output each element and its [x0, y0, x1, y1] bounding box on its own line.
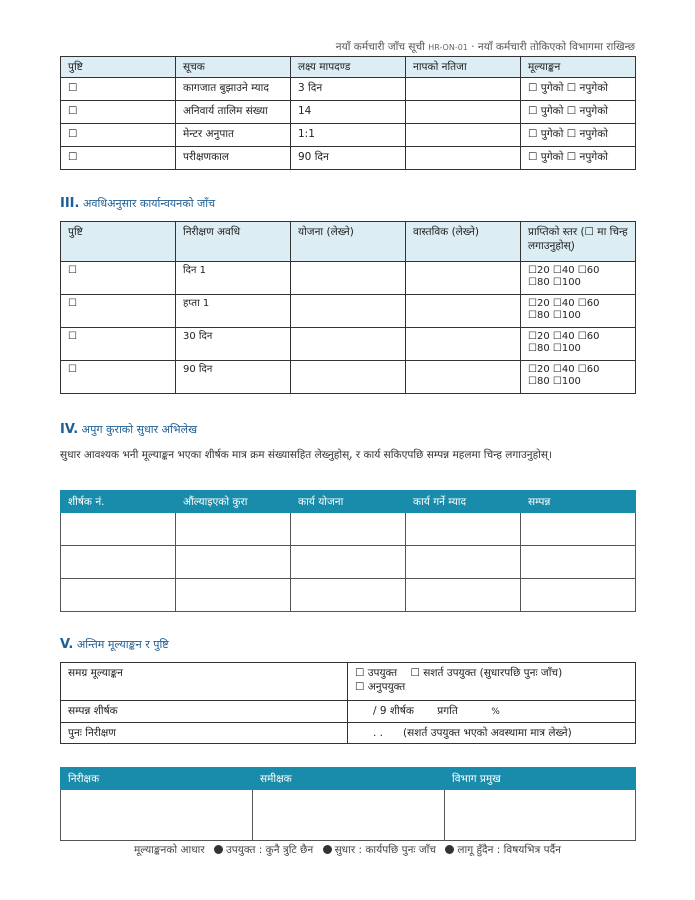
indicator-table — [60, 56, 636, 170]
section-number: V. — [60, 637, 74, 652]
actual-input[interactable] — [406, 361, 521, 394]
indicator-cell: परीक्षणकाल — [176, 147, 291, 170]
blank-cell[interactable] — [61, 513, 176, 546]
progress-label: प्रगति — [437, 705, 458, 717]
header-code: HR-ON-01 — [428, 43, 468, 52]
blank-cell[interactable] — [406, 546, 521, 579]
reinspection-date[interactable]: . . — [373, 727, 384, 739]
progress-unit: % — [491, 707, 500, 717]
reinspection-label: पुनः निरीक्षण — [61, 723, 348, 744]
completed-items-field[interactable] — [348, 701, 636, 723]
table-row — [61, 361, 636, 394]
confirm-checkbox[interactable]: ☐ — [61, 78, 176, 101]
table-row — [61, 790, 636, 841]
legend-item: सुधार : कार्यपछि पुनः जाँच — [334, 844, 437, 856]
result-cell[interactable] — [406, 101, 521, 124]
table-row — [61, 723, 636, 744]
result-cell[interactable] — [406, 78, 521, 101]
confirm-checkbox[interactable]: ☐ — [61, 328, 176, 361]
col-header: पुष्टि — [61, 222, 176, 262]
plan-input[interactable] — [291, 262, 406, 295]
inspector-signature-box[interactable] — [61, 790, 253, 841]
indicator-cell: अनिवार्य तालिम संख्या — [176, 101, 291, 124]
table-row — [61, 295, 636, 328]
blank-cell[interactable] — [521, 579, 636, 612]
section-5-heading — [60, 637, 169, 652]
col-header: मूल्याङ्कन — [521, 57, 636, 78]
achievement-line[interactable]: ☐80 ☐100 — [528, 310, 581, 321]
col-header: निरीक्षक — [61, 768, 253, 790]
achievement-options[interactable] — [521, 361, 636, 394]
evaluation-legend — [60, 843, 635, 857]
completed-count: / 9 शीर्षक — [373, 705, 414, 717]
blank-cell[interactable] — [521, 546, 636, 579]
table-row — [61, 663, 636, 701]
overall-evaluation-options — [348, 663, 636, 701]
achievement-line[interactable]: ☐80 ☐100 — [528, 343, 581, 354]
department-head-signature-box[interactable] — [445, 790, 636, 841]
plan-input[interactable] — [291, 361, 406, 394]
plan-input[interactable] — [291, 328, 406, 361]
table-row — [61, 262, 636, 295]
table-row — [61, 124, 636, 147]
achievement-line[interactable]: ☐20 ☐40 ☐60 — [528, 265, 600, 276]
col-header: प्राप्तिको स्तर (☐ मा चिन्ह लगाउनुहोस्) — [521, 222, 636, 262]
col-header: समीक्षक — [253, 768, 445, 790]
blank-cell[interactable] — [521, 513, 636, 546]
confirm-checkbox[interactable]: ☐ — [61, 262, 176, 295]
col-header: शीर्षक नं. — [61, 491, 176, 513]
period-cell: हप्ता 1 — [176, 295, 291, 328]
period-check-table — [60, 221, 636, 394]
blank-cell[interactable] — [406, 513, 521, 546]
section-4-heading — [60, 422, 197, 437]
section-number: III. — [60, 196, 80, 211]
achievement-line[interactable]: ☐20 ☐40 ☐60 — [528, 298, 600, 309]
target-cell: 1:1 — [291, 124, 406, 147]
result-cell[interactable] — [406, 124, 521, 147]
col-header: निरीक्षण अवधि — [176, 222, 291, 262]
achievement-options[interactable] — [521, 262, 636, 295]
evaluation-options[interactable]: ☐ पुगेको ☐ नपुगेको — [521, 147, 636, 170]
option-suitable[interactable]: ☐ उपयुक्त — [355, 667, 398, 679]
section-title: अन्तिम मूल्याङ्कन र पुष्टि — [76, 638, 169, 651]
confirm-checkbox[interactable]: ☐ — [61, 361, 176, 394]
confirm-checkbox[interactable]: ☐ — [61, 147, 176, 170]
blank-cell[interactable] — [176, 513, 291, 546]
table-row — [61, 101, 636, 124]
reviewer-signature-box[interactable] — [253, 790, 445, 841]
achievement-line[interactable]: ☐20 ☐40 ☐60 — [528, 364, 600, 375]
overall-evaluation-label: समग्र मूल्याङ्कन — [61, 663, 348, 701]
achievement-options[interactable] — [521, 295, 636, 328]
table-row — [61, 579, 636, 612]
col-header: कार्य गर्ने म्याद — [406, 491, 521, 513]
col-header: नापको नतिजा — [406, 57, 521, 78]
col-header: औंल्याइएको कुरा — [176, 491, 291, 513]
table-row — [61, 328, 636, 361]
reinspection-field[interactable] — [348, 723, 636, 744]
result-cell[interactable] — [406, 147, 521, 170]
blank-cell[interactable] — [291, 513, 406, 546]
col-header: वास्तविक (लेख्ने) — [406, 222, 521, 262]
target-cell: 90 दिन — [291, 147, 406, 170]
option-unsuitable[interactable]: ☐ अनुपयुक्त — [355, 681, 406, 693]
blank-cell[interactable] — [406, 579, 521, 612]
blank-cell[interactable] — [176, 546, 291, 579]
col-header: कार्य योजना — [291, 491, 406, 513]
correction-record-table — [60, 490, 636, 612]
achievement-options[interactable] — [521, 328, 636, 361]
period-cell: 30 दिन — [176, 328, 291, 361]
period-cell: दिन 1 — [176, 262, 291, 295]
signature-table — [60, 767, 636, 841]
plan-input[interactable] — [291, 295, 406, 328]
table-header-row — [61, 768, 636, 790]
blank-cell[interactable] — [61, 546, 176, 579]
blank-cell[interactable] — [61, 579, 176, 612]
document-header — [60, 40, 635, 54]
header-subtitle: · नयाँ कर्मचारी तोकिएको विभागमा राखिन्छ — [471, 41, 635, 53]
section-title: अपुग कुराको सुधार अभिलेख — [81, 423, 198, 436]
header-title: नयाँ कर्मचारी जाँच सूची — [335, 41, 425, 53]
achievement-line[interactable]: ☐20 ☐40 ☐60 — [528, 331, 600, 342]
option-conditional[interactable]: ☐ सशर्त उपयुक्त (सुधारपछि पुनः जाँच) — [410, 667, 563, 679]
table-header-row — [61, 57, 636, 78]
blank-cell[interactable] — [176, 579, 291, 612]
reinspection-note: (सशर्त उपयुक्त भएको अवस्थामा मात्र लेख्ने) — [403, 727, 572, 739]
section-number: IV. — [60, 422, 79, 437]
table-header-row — [61, 222, 636, 262]
legend-item: लागू हुँदैन : विषयभित्र पर्दैन — [457, 844, 561, 856]
section-3-heading — [60, 196, 215, 211]
col-header: सूचक — [176, 57, 291, 78]
final-evaluation-table — [60, 662, 636, 744]
achievement-line[interactable]: ☐80 ☐100 — [528, 376, 581, 387]
indicator-cell: कागजात बुझाउने म्याद — [176, 78, 291, 101]
bullet-icon — [323, 845, 332, 854]
period-cell: 90 दिन — [176, 361, 291, 394]
indicator-cell: मेन्टर अनुपात — [176, 124, 291, 147]
target-cell: 14 — [291, 101, 406, 124]
actual-input[interactable] — [406, 295, 521, 328]
col-header: पुष्टि — [61, 57, 176, 78]
col-header: विभाग प्रमुख — [445, 768, 636, 790]
section-4-instructions: सुधार आवश्यक भनी मूल्याङ्कन भएका शीर्षक मात्र क्रम संख्यासहित लेख्नुहोस्, र कार्य सकिएपछि सम्पन्न महलमा चिन्ह लगाउनुहोस्। — [60, 449, 552, 461]
confirm-checkbox[interactable]: ☐ — [61, 124, 176, 147]
evaluation-options[interactable]: ☐ पुगेको ☐ नपुगेको — [521, 101, 636, 124]
table-row — [61, 701, 636, 723]
table-row — [61, 546, 636, 579]
table-row — [61, 147, 636, 170]
blank-cell[interactable] — [291, 546, 406, 579]
confirm-checkbox[interactable]: ☐ — [61, 101, 176, 124]
confirm-checkbox[interactable]: ☐ — [61, 295, 176, 328]
table-header-row — [61, 491, 636, 513]
actual-input[interactable] — [406, 328, 521, 361]
legend-item: उपयुक्त : कुनै त्रुटि छैन — [226, 844, 314, 856]
table-row — [61, 513, 636, 546]
blank-cell[interactable] — [291, 579, 406, 612]
col-header: लक्ष्य मापदण्ड — [291, 57, 406, 78]
col-header: सम्पन्न — [521, 491, 636, 513]
evaluation-options[interactable]: ☐ पुगेको ☐ नपुगेको — [521, 124, 636, 147]
completed-items-label: सम्पन्न शीर्षक — [61, 701, 348, 723]
section-title: अवधिअनुसार कार्यान्वयनको जाँच — [82, 197, 216, 210]
bullet-icon — [445, 845, 454, 854]
col-header: योजना (लेख्ने) — [291, 222, 406, 262]
table-row — [61, 78, 636, 101]
bullet-icon — [214, 845, 223, 854]
evaluation-options[interactable]: ☐ पुगेको ☐ नपुगेको — [521, 78, 636, 101]
actual-input[interactable] — [406, 262, 521, 295]
target-cell: 3 दिन — [291, 78, 406, 101]
achievement-line[interactable]: ☐80 ☐100 — [528, 277, 581, 288]
legend-prefix: मूल्याङ्कनको आधार — [134, 844, 205, 856]
